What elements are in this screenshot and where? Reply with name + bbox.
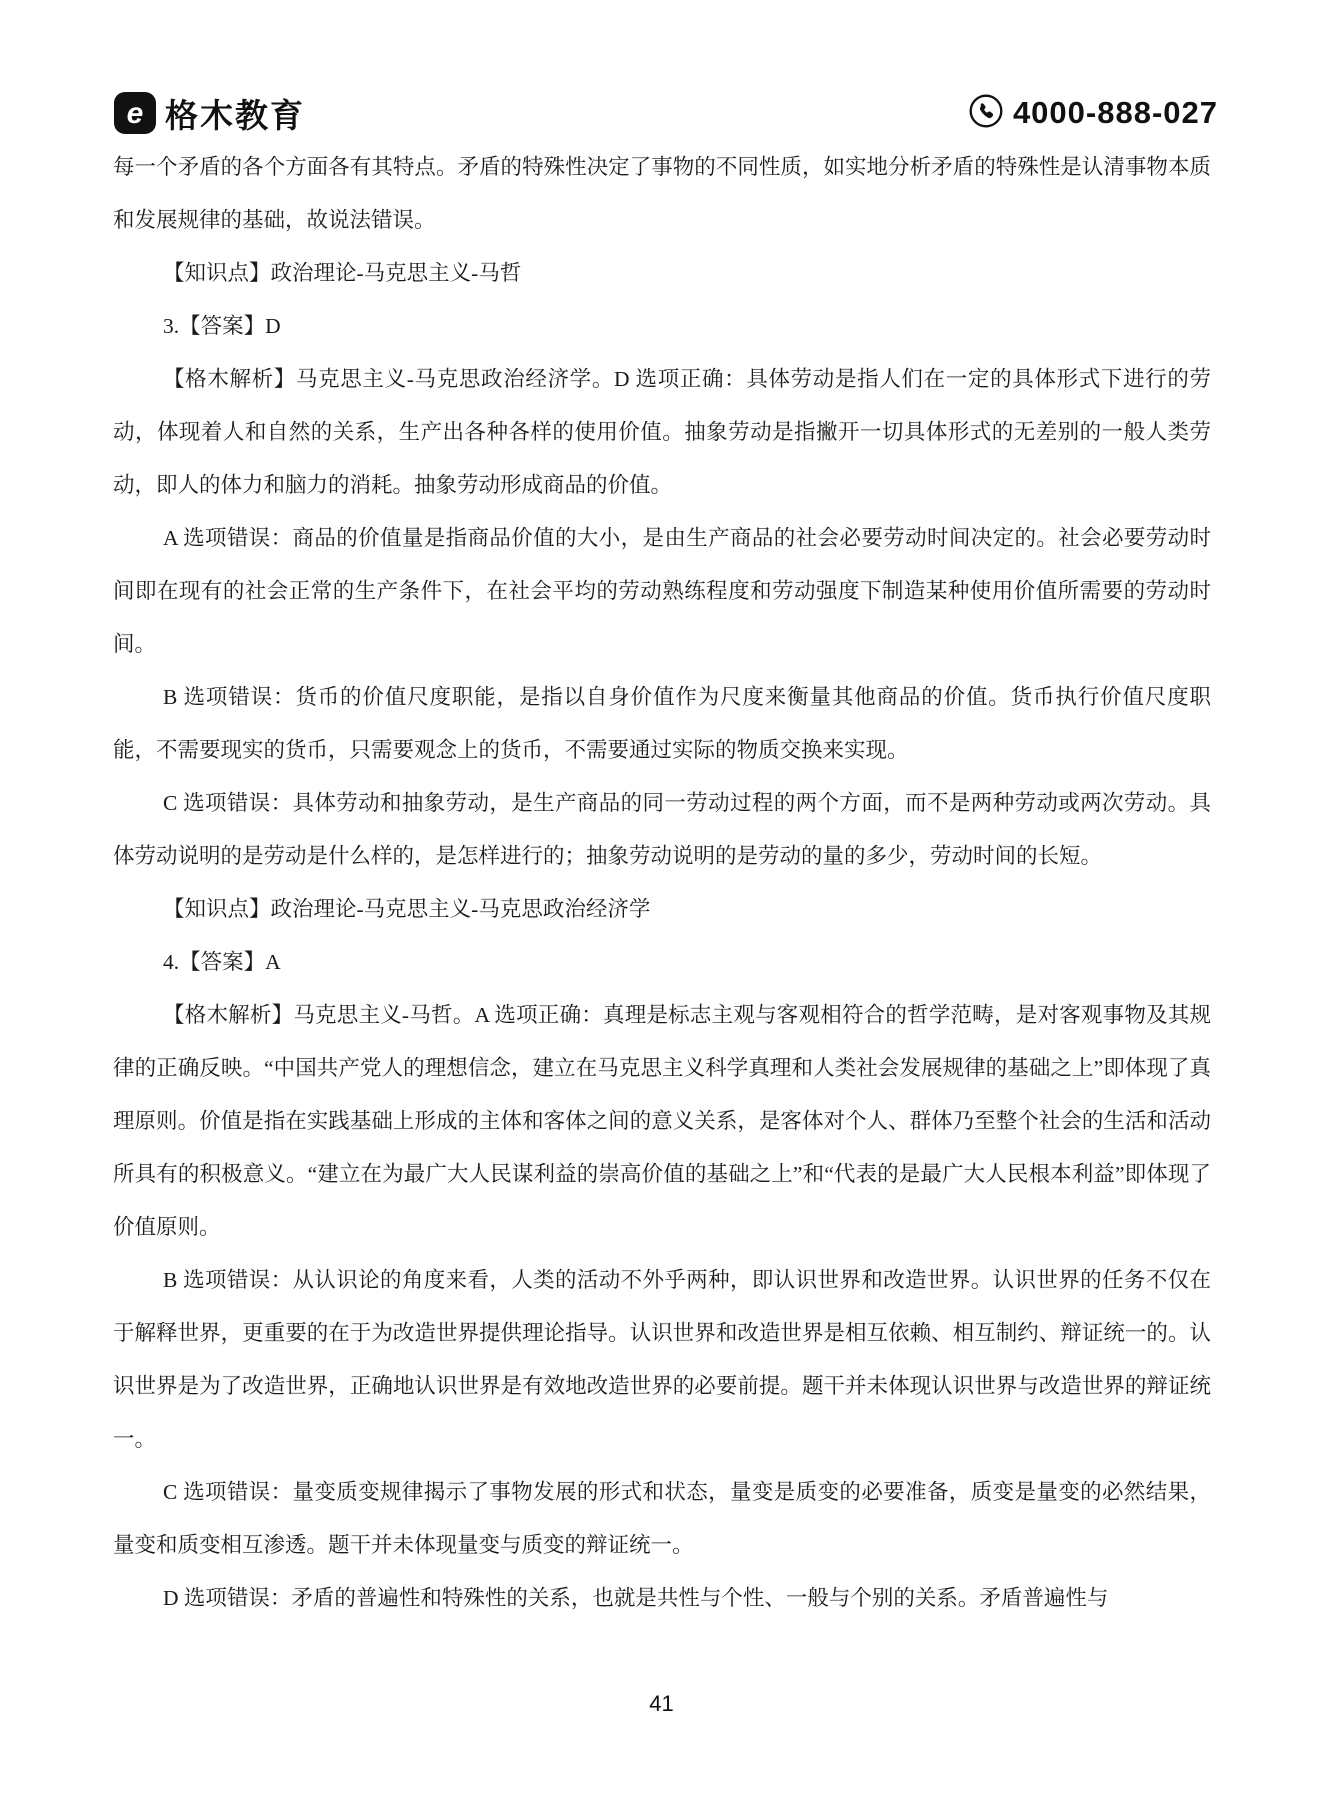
phone-number: 4000-888-027 [1012, 95, 1218, 130]
page-number: 41 [649, 1691, 674, 1716]
knowledge-point: 【知识点】政治理论-马克思主义-马克思政治经济学 [163, 897, 651, 921]
option-b-explanation: B 选项错误：从认识论的角度来看，人类的活动不外乎两种，即认识世界和改造世界。认识世界的任务不仅在于解释世界，更重要的在于为改造世界提供理论指导。认识世界和改造世界是相互依赖、相互制约、辩证统一的。认识世界是为了改造世界，正确地认识世界是有效地改造世界的必要前提。题干并未体现认识世界与改造世界的辩证统一。 [113, 1268, 1211, 1451]
analysis-q4: 【格木解析】马克思主义-马哲。A 选项正确：真理是标志主观与客观相符合的哲学范畴，是对客观事物及其规律的正确反映。“中国共产党人的理想信念，建立在马克思主义科学真理和人类社会发展规律的基础之上”即体现了真理原则。价值是指在实践基础上形成的主体和客体之间的意义关系，是客体对个人、群体乃至整个社会的生活和活动所具有的积极意义。“建立在为最广大人民谋利益的崇高价值的基础之上”和“代表的是最广大人民根本利益”即体现了价值原则。 [113, 1003, 1211, 1239]
option-b-explanation: B 选项错误：货币的价值尺度职能，是指以自身价值作为尺度来衡量其他商品的价值。货币执行价值尺度职能，不需要现实的货币，只需要观念上的货币，不需要通过实际的物质交换来实现。 [113, 685, 1211, 762]
option-d-explanation: D 选项错误：矛盾的普遍性和特殊性的关系，也就是共性与个性、一般与个别的关系。矛盾普遍性与 [163, 1586, 1109, 1610]
paragraph-continuation: 每一个矛盾的各个方面各有其特点。矛盾的特殊性决定了事物的不同性质，如实地分析矛盾的特殊性是认清事物本质和发展规律的基础，故说法错误。 [113, 155, 1211, 232]
page-header [113, 88, 1218, 138]
knowledge-point: 【知识点】政治理论-马克思主义-马哲 [163, 261, 522, 285]
option-a-explanation: A 选项错误：商品的价值量是指商品价值的大小，是由生产商品的社会必要劳动时间决定的。社会必要劳动时间即在现有的社会正常的生产条件下，在社会平均的劳动熟练程度和劳动强度下制造某种使用价值所需要的劳动时间。 [113, 526, 1211, 656]
analysis-q3: 【格木解析】马克思主义-马克思政治经济学。D 选项正确：具体劳动是指人们在一定的具体形式下进行的劳动，体现着人和自然的关系，生产出各种各样的使用价值。抽象劳动是指撇开一切具体形式的无差别的一般人类劳动，即人的体力和脑力的消耗。抽象劳动形成商品的价值。 [113, 367, 1211, 497]
brand-logo [113, 90, 305, 137]
option-c-explanation: C 选项错误：具体劳动和抽象劳动，是生产商品的同一劳动过程的两个方面，而不是两种劳动或两次劳动。具体劳动说明的是劳动是什么样的，是怎样进行的；抽象劳动说明的是劳动的量的多少，劳动时间的长短。 [113, 791, 1211, 868]
option-c-explanation: C 选项错误：量变质变规律揭示了事物发展的形式和状态，量变是质变的必要准备，质变是量变的必然结果，量变和质变相互渗透。题干并未体现量变与质变的辩证统一。 [113, 1480, 1211, 1557]
brand-name: 格木教育 [165, 96, 305, 134]
answer-explanations [113, 141, 1211, 1625]
phone-icon [968, 93, 1004, 134]
page-footer [0, 1691, 1323, 1717]
answer-q4: 4.【答案】A [163, 950, 281, 974]
gemu-logo-icon [113, 91, 157, 135]
svg-text:e: e [126, 97, 144, 130]
answer-q3: 3.【答案】D [163, 314, 281, 338]
contact-phone [968, 93, 1218, 134]
